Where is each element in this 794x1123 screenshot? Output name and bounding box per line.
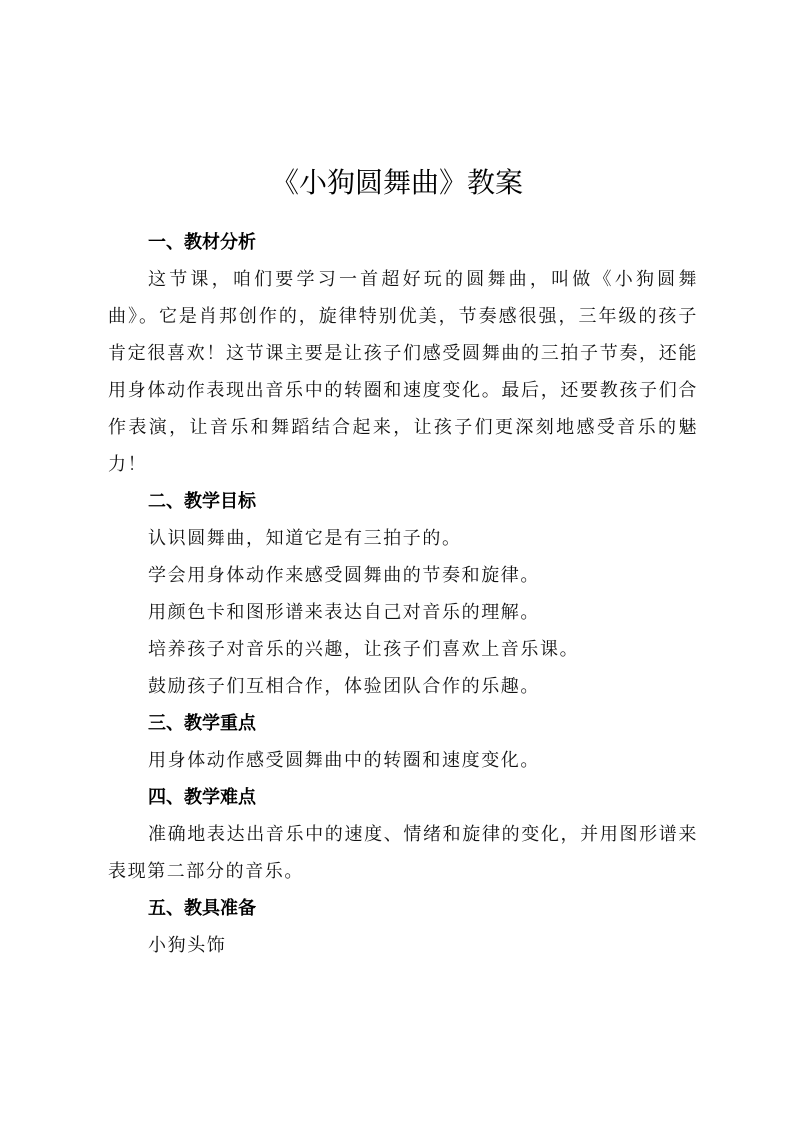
section-heading-key-points: 三、教学重点: [148, 713, 256, 734]
goal-item: 鼓励孩子们互相合作，体验团队合作的乐趣。: [148, 676, 540, 697]
difficulties-paragraph: 准确地表达出音乐中的速度、情绪和旋律的变化，并用图形谱来表现第二部分的音乐。: [108, 824, 698, 882]
goal-item: 培养孩子对音乐的兴趣，让孩子们喜欢上音乐课。: [148, 639, 580, 660]
section-heading-analysis: 一、教材分析: [148, 232, 256, 253]
goal-item: 学会用身体动作来感受圆舞曲的节奏和旋律。: [148, 565, 540, 586]
section-heading-difficulties: 四、教学难点: [148, 787, 256, 808]
key-point-item: 用身体动作感受圆舞曲中的转圈和速度变化。: [148, 750, 540, 771]
document-body: [108, 224, 698, 964]
section-heading-goals: 二、教学目标: [148, 491, 256, 512]
goal-item: 用颜色卡和图形谱来表达自己对音乐的理解。: [148, 602, 540, 623]
goal-item: 认识圆舞曲，知道它是有三拍子的。: [148, 528, 462, 549]
section-heading-materials: 五、教具准备: [148, 898, 256, 919]
analysis-paragraph: 这节课，咱们要学习一首超好玩的圆舞曲，叫做《小狗圆舞曲》。它是肖邦创作的，旋律特别优美，节奏感很强，三年级的孩子肯定很喜欢！这节课主要是让孩子们感受圆舞曲的三拍子节奏，还能用身体动作表现出音乐中的转圈和速度变化。最后，还要教孩子们合作表演，让音乐和舞蹈结合起来，让孩子们更深刻地感受音乐的魅力！: [108, 269, 698, 475]
document-title: 《小狗圆舞曲》教案: [270, 166, 523, 199]
materials-item: 小狗头饰: [148, 935, 227, 956]
